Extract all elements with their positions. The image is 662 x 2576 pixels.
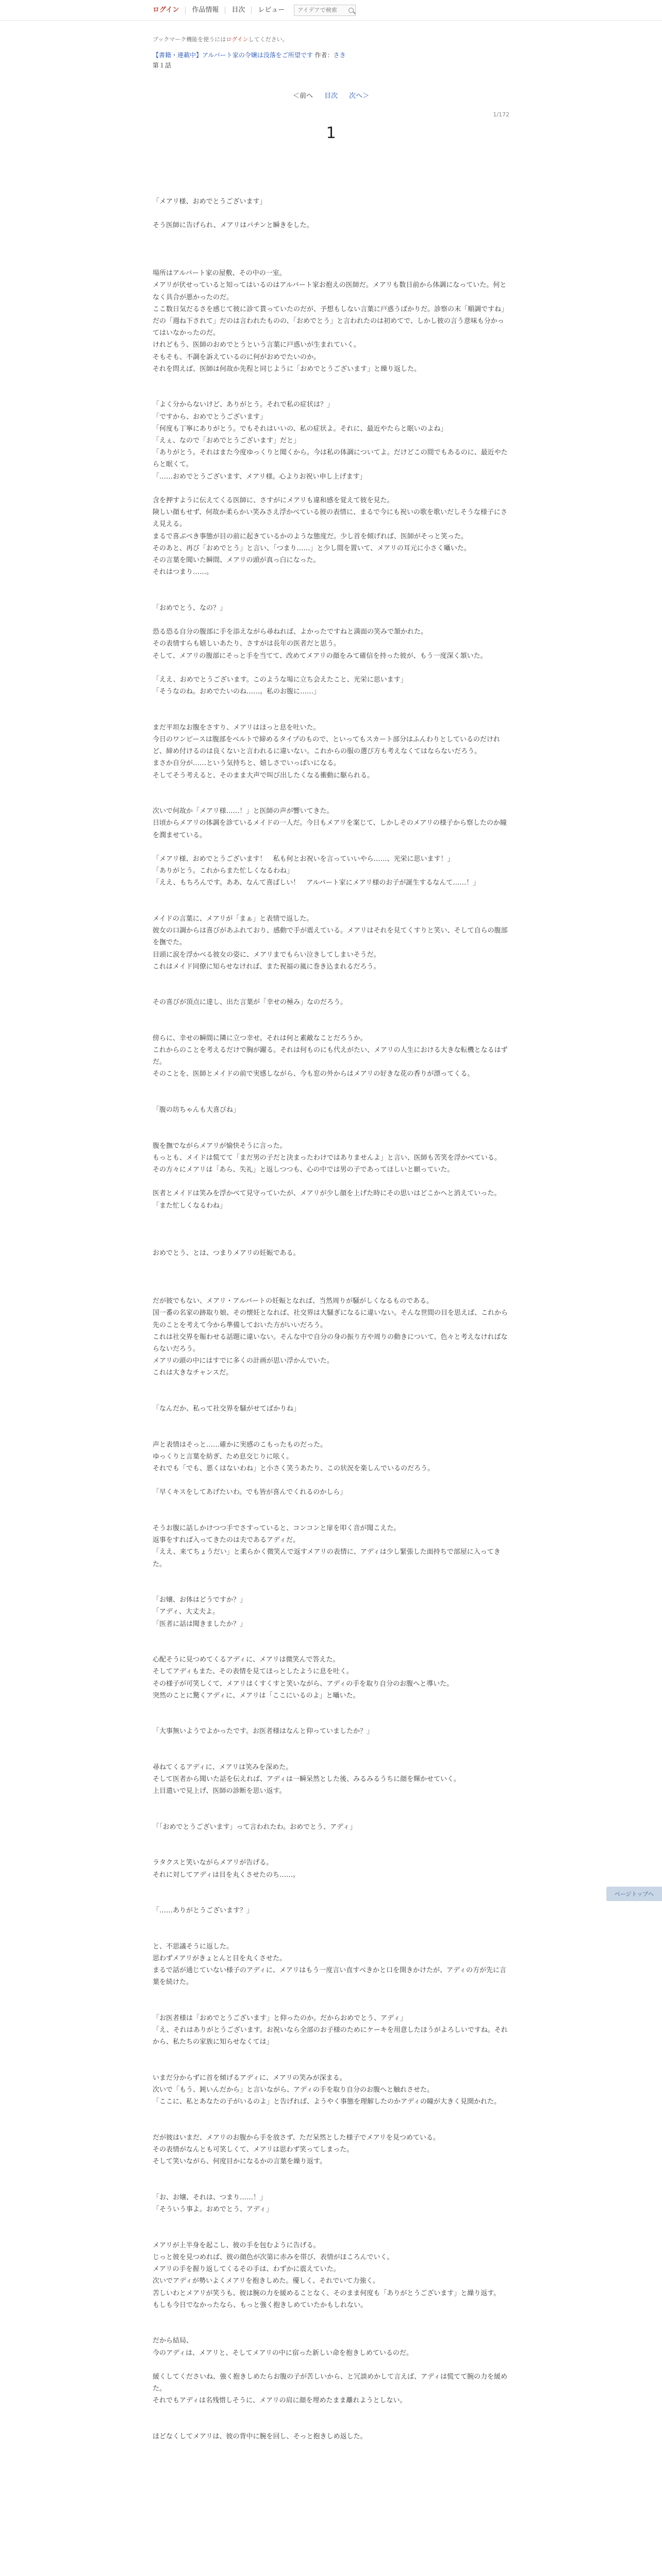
body-paragraph bbox=[153, 387, 509, 399]
body-paragraph bbox=[153, 698, 509, 709]
body-paragraph: そしてアディもまた、その表情を見てほっとしたように息を吐く。 bbox=[153, 1668, 353, 1676]
body-paragraph: まるで喜ぶべき事態が目の前に起きているかのような態度だ。少し首を傾げれば、医師がそっと笑った。 bbox=[153, 532, 468, 540]
body-paragraph bbox=[153, 2060, 509, 2072]
body-paragraph bbox=[153, 232, 509, 244]
body-paragraph: 「大事無いようでよかったです。お医者様はなんと仰っていましたか？」 bbox=[153, 1727, 373, 1736]
body-paragraph: 「ええ、来てちょうだい」と柔らかく微笑んで返すメアリの表情に、アディは少し緊張した面持ちで部屋に入ってきた。 bbox=[153, 1548, 501, 1568]
body-paragraph: 険しい顔もせず、何故か柔らかい笑みさえ浮かべている彼の表情に、まるで今にも祝いの歌を歌いだしそうな様子にさえ見える。 bbox=[153, 509, 507, 529]
body-paragraph bbox=[153, 1833, 509, 1845]
body-paragraph bbox=[153, 1260, 509, 1272]
body-paragraph: 場所はアルバート家の屋敷、その中の一室。 bbox=[153, 269, 286, 278]
body-paragraph: 緩くしてくださいね、強く抱きしめたらお腹の子が苦しいから、と冗談めかして言えば、アディは慌てて腕の力を緩めた。 bbox=[153, 2372, 507, 2393]
body-paragraph: そしてそう考えると、そのまま大声で叫び出したくなる衝動に駆られる。 bbox=[153, 771, 374, 779]
bookmark-note-prefix: ブックマーク機能を使うには bbox=[153, 36, 226, 43]
body-paragraph: その表情がなんとも可笑しくて、メアリは思わず笑ってしまった。 bbox=[153, 2146, 354, 2154]
body-paragraph: そのことを、医師とメイドの前で実感しながら、今も窓の外からはメアリの好きな花の香りが漂ってくる。 bbox=[153, 1070, 474, 1078]
body-paragraph bbox=[153, 1702, 509, 1714]
body-paragraph: 次いでアディが勢いよくメアリを抱きしめた。優しく、それでいて力強く。 bbox=[153, 2277, 379, 2285]
body-paragraph: 「お、お嬢、それは、つまり……！」 bbox=[153, 2193, 267, 2201]
body-paragraph: 「アディ、大丈夫よ。 bbox=[153, 1608, 219, 1616]
body-paragraph: ほどなくしてメアリは、彼の背中に腕を回し、そっと抱きしめ返した。 bbox=[153, 2432, 367, 2441]
body-paragraph: 声と表情はそっと……確かに実感のこもったものだった。 bbox=[153, 1440, 327, 1449]
index-link[interactable]: 目次 bbox=[324, 92, 338, 100]
body-paragraph: 「おめでとう、なの？」 bbox=[153, 604, 227, 612]
body-paragraph: メアリの頭の中にはすでに多くの計画が思い浮かんでいた。 bbox=[153, 1357, 334, 1365]
body-paragraph bbox=[153, 2108, 509, 2120]
body-paragraph: 「メアリ様、おめでとうございます！ 私も何とお祝いを言っていいやら……、光栄に思います！」 bbox=[153, 855, 454, 863]
body-paragraph: 「え、それはありがとうございます。お祝いなら全部のお子様のためにケーキを用意したほうがよろしいですね。それから、私たちの家族に知らせなくては」 bbox=[153, 2026, 508, 2046]
body-paragraph: まさか自分が……という気持ちと、嬉しさでいっぱいになる。 bbox=[153, 759, 341, 768]
body-paragraph: 思わずメアリがきょとんと目を丸くさせた。 bbox=[153, 1954, 286, 1962]
body-paragraph: それでも「でも、悪くはないわね」と小さく笑うあたり、この状況を楽しんでいるのだろう。 bbox=[153, 1464, 435, 1472]
nav-reviews[interactable]: レビュー bbox=[251, 7, 291, 14]
body-paragraph bbox=[153, 578, 509, 590]
body-paragraph: 「……おめでとうございます、メアリ様。心よりお祝い申し上げます」 bbox=[153, 472, 367, 481]
body-paragraph: それはつまり……。 bbox=[153, 568, 213, 577]
body-paragraph bbox=[153, 662, 509, 674]
body-paragraph: 医者とメイドは笑みを浮かべて見守っていたが、メアリが少し顔を上げた時にその思いはどこかへと消えていった。 bbox=[153, 1190, 501, 1198]
page-top-button[interactable]: ページトップへ bbox=[606, 1887, 662, 1901]
body-paragraph: 今のアディは、メアリと、そしてメアリの中に宿った新しい命を抱きしめているのだ。 bbox=[153, 2349, 413, 2357]
body-paragraph: そうお腹に話しかけつつ手でさすっていると、コンコンと扉を叩く音が聞こえた。 bbox=[153, 1524, 401, 1532]
body-paragraph: ラタクスと笑いながらメアリが告げる。 bbox=[153, 1859, 273, 1867]
body-paragraph bbox=[153, 1750, 509, 1761]
body-paragraph: ここ数日気だるさを感じて彼に診て貰っていたのだが、予想もしない言葉に戸惑うばかりだ。診察の末「順調ですね」だの「週ね下されて」だのは言われたものの、「おめでとう」と言われたのは初めてで、しかし彼の言う意味も分かってはいなかったのだ。 bbox=[153, 305, 508, 337]
body-paragraph: 彼女の口調からは喜びがあふれており、感動で手が震えている。メアリはそれを見てくすりと笑い、そして自らの腹部を撫でた。 bbox=[153, 927, 508, 947]
body-paragraph: 日頃からメアリの体調を診ているメイドの一人だ。今日もメアリを案じて、しかしそのメアリの様子から察したのか瞳を潤ませている。 bbox=[153, 819, 507, 839]
body-paragraph: 今日のワンピースは腹部をベルトで締めるタイプのもので、といってもスカート部分はふんわりとしているのだけれど、締め付けるのは良くないと言われるに違いない。これからの服の選び方も考えなくてはならないだろう。 bbox=[153, 735, 500, 756]
body-paragraph bbox=[153, 1893, 509, 1905]
page-count: 1/172 bbox=[493, 111, 509, 118]
body-paragraph: 次いで何故か「メアリ様……！」と医師の声が響いてきた。 bbox=[153, 807, 334, 816]
body-paragraph bbox=[153, 1475, 509, 1486]
body-paragraph bbox=[153, 1511, 509, 1522]
body-paragraph: 「腹の坊ちゃんも大喜びね」 bbox=[153, 1106, 240, 1114]
body-paragraph: 「そうなのね。おめでたいのね……。私のお腹に……」 bbox=[153, 688, 321, 696]
body-paragraph: じっと彼を見つめれば、彼の顔色が次第に赤みを帯び、表情がほころんでいく。 bbox=[153, 2253, 394, 2261]
body-paragraph: 「ありがとう。これからまた忙しくなるわね」 bbox=[153, 867, 294, 875]
body-paragraph bbox=[153, 1570, 509, 1582]
body-paragraph bbox=[153, 1080, 509, 1092]
body-paragraph bbox=[153, 1845, 509, 1857]
login-link[interactable]: ログイン bbox=[153, 6, 179, 14]
body-paragraph: 返事をすれば入ってきたのは夫であるアディだ。 bbox=[153, 1536, 300, 1545]
body-paragraph: そのあと、再び「おめでとう」と言い、「つまり……」と少し間を置いて、メアリの耳元に小さく囁いた。 bbox=[153, 544, 471, 552]
body-paragraph: もっとも、メイドは慌てて「まだ男の子だと決まったわけではありませんよ」と言い、医師も苦笑を浮かべている。 bbox=[153, 1154, 501, 1162]
author-label: 作者： bbox=[315, 52, 334, 59]
body-paragraph bbox=[153, 1917, 509, 1928]
bookmark-note bbox=[153, 35, 509, 43]
body-paragraph bbox=[153, 793, 509, 805]
body-paragraph bbox=[153, 1176, 509, 1188]
body-paragraph bbox=[153, 2228, 509, 2240]
body-paragraph: 「ええ、おめでとうございます。このような場に立ち会えたこと、光栄に思います」 bbox=[153, 675, 407, 684]
body-paragraph: 「ですから、おめでとうございます」 bbox=[153, 413, 267, 421]
nav-work-info[interactable]: 作品情報 bbox=[185, 7, 225, 14]
body-paragraph bbox=[153, 1630, 509, 1642]
body-paragraph bbox=[153, 1391, 509, 1403]
body-paragraph bbox=[153, 590, 509, 602]
body-paragraph: 苦しいわとメアリが笑うも、彼は腕の力を緩めることなく、そのまま何度も「ありがとうございます」と繰り返す。 bbox=[153, 2289, 501, 2297]
bookmark-login-link[interactable]: ログイン bbox=[226, 36, 249, 43]
body-paragraph bbox=[153, 1642, 509, 1654]
body-paragraph: 「お医者様は「おめでとうございます」と仰ったのか。だからおめでとう、アディ」 bbox=[153, 2014, 407, 2022]
body-paragraph bbox=[153, 2311, 509, 2323]
body-paragraph: 「お嬢、お体はどうですか？」 bbox=[153, 1596, 247, 1604]
body-paragraph: 次いで「もう、鈍いんだから」と言いながら、アディの手を取り自分のお腹へと触れさせた。 bbox=[153, 2086, 434, 2094]
body-paragraph: 「医者に話は聞きましたか？」 bbox=[153, 1620, 247, 1628]
body-paragraph: その表情すらも嬉しいあたり、さすがは長年の医者だと思う。 bbox=[153, 640, 341, 648]
body-paragraph: それに対してアディは目を丸くさせたのち……。 bbox=[153, 1871, 300, 1879]
body-paragraph: けれどもう、医師のおめでとうという言葉に戸惑いが生まれていく。 bbox=[153, 341, 360, 349]
body-paragraph: それでもアディは名残惜しそうに、メアリの肩に顔を埋めたまま離れようとしない。 bbox=[153, 2397, 407, 2405]
body-paragraph: いまだ分からずに首を傾げるアディに、メアリの笑みが深まる。 bbox=[153, 2074, 346, 2082]
body-paragraph: 恐る恐る自分の腹部に手を添えながら尋ねれば、よかったですねと満面の笑みで頷かれた。 bbox=[153, 628, 428, 636]
body-paragraph: メアリが伏せっていると知ってはいるのはアルバート家お抱えの医師だ。メアリも数日前から体調になっていた。何となく具合が悪かったのだ。 bbox=[153, 281, 507, 301]
body-paragraph bbox=[153, 1116, 509, 1128]
body-paragraph bbox=[153, 901, 509, 913]
body-paragraph: これは社交界を賑わせる話題に違いない。そんな中で自分の身の振り方や周りの動きについて、色々と考えなければならないだろう。 bbox=[153, 1333, 508, 1353]
body-paragraph bbox=[153, 483, 509, 495]
body-paragraph: そして、メアリの腹部にそっと手を当てて、改めてメアリの顔をみて確信を持った彼が、もう一度深く頷いた。 bbox=[153, 652, 487, 660]
body-paragraph bbox=[153, 782, 509, 793]
body-paragraph: これからのことを考えるだけで胸が躍る。それは何ものにも代えがたい、メアリの人生における大きな転機となるはずだ。 bbox=[153, 1046, 508, 1066]
body-paragraph: 「ありがとう。それはまた今度ゆっくりと聞くから。今は私の体調についてよ。だけどこの間でもあるのに、最近やたらと眠くて。 bbox=[153, 449, 508, 469]
body-paragraph: メイドの言葉に、メアリが「まぁ」と表情で返した。 bbox=[153, 914, 313, 923]
body-paragraph bbox=[153, 1809, 509, 1821]
body-paragraph: 「ええ、もちろんです。ああ、なんて喜ばしい！ アルバート家にメアリ様のお子が誕生するなんて……！」 bbox=[153, 879, 480, 887]
body-paragraph: と、不思議そうに返した。 bbox=[153, 1942, 234, 1951]
body-paragraph: それを問えば、医師は何故か先程と同じように「おめでとうございます」と繰り返した。 bbox=[153, 365, 421, 373]
body-paragraph: 心配そうに見つめてくるアディに、メアリは微笑んで答えた。 bbox=[153, 1656, 340, 1664]
chapter-label: 第１話 bbox=[153, 62, 172, 69]
body-paragraph bbox=[153, 1272, 509, 1283]
body-paragraph: そう医師に告げられ、メアリはパチンと瞬きをした。 bbox=[153, 222, 313, 230]
body-paragraph bbox=[153, 1499, 509, 1511]
body-paragraph: 目頭に涙を浮かべる彼女の姿に、メアリまでもらい泣きしてしまいそうだ。 bbox=[153, 951, 380, 959]
body-paragraph bbox=[153, 1224, 509, 1235]
body-paragraph bbox=[153, 1415, 509, 1427]
body-paragraph bbox=[153, 2048, 509, 2060]
body-paragraph: メアリが上半身を起こし、彼の手を包むように告げる。 bbox=[153, 2241, 320, 2249]
body-paragraph: 腹を撫でながらメアリが愉快そうに言った。 bbox=[153, 1142, 287, 1150]
body-paragraph bbox=[153, 244, 509, 256]
body-paragraph: ゆっくりと言葉を紡ぎ、ため息交じりに呟く。 bbox=[153, 1452, 293, 1461]
body-paragraph: だから結局、 bbox=[153, 2337, 193, 2345]
body-paragraph bbox=[153, 889, 509, 901]
body-paragraph bbox=[153, 2180, 509, 2192]
body-paragraph: まだ平坦なお腹をさすり、メアリはほっと息を吐いた。 bbox=[153, 723, 320, 732]
chapter-number: 1 bbox=[326, 124, 336, 142]
body-paragraph bbox=[153, 2323, 509, 2335]
body-paragraph: これは大きなチャンスだ。 bbox=[153, 1369, 233, 1377]
bookmark-note-suffix: してください。 bbox=[248, 36, 288, 43]
body-paragraph bbox=[153, 1929, 509, 1941]
body-paragraph: これはメイド同僚に知らせなければ、また祝福の嵐に巻き込まれるだろう。 bbox=[153, 962, 380, 971]
author-link[interactable]: さき bbox=[333, 52, 346, 59]
body-paragraph: おめでとう、とは、つまりメアリの妊娠である。 bbox=[153, 1249, 300, 1258]
body-paragraph: 尋ねてくるアディに、メアリは笑みを深めた。 bbox=[153, 1763, 293, 1771]
search-input[interactable] bbox=[297, 7, 346, 13]
body-paragraph bbox=[153, 2001, 509, 2012]
body-paragraph bbox=[153, 1009, 509, 1021]
search-box bbox=[294, 5, 356, 16]
body-paragraph bbox=[153, 710, 509, 722]
body-paragraph bbox=[153, 841, 509, 853]
body-paragraph bbox=[153, 2168, 509, 2180]
body-paragraph bbox=[153, 208, 509, 219]
body-paragraph: 「なんだか、私って社交界を騒がせてばかりね」 bbox=[153, 1404, 301, 1413]
body-paragraph: 国一番の名家の跡取り娘、その懐妊となれば、社交界は大騒ぎになるに違いない。そんな世間の目を思えば、これから先のことを考えて今から準備しておいた方がいいだろう。 bbox=[153, 1309, 508, 1329]
body-paragraph bbox=[153, 1235, 509, 1247]
body-paragraph: 含を押すように伝えてくる医師に、さすがにメアリも違和感を覚えて彼を見た。 bbox=[153, 496, 394, 504]
body-paragraph: 「よく分からないけど、ありがとう。それで私の症状は？」 bbox=[153, 401, 334, 409]
body-paragraph: 「……ありがとうございます？」 bbox=[153, 1907, 254, 1915]
body-paragraph bbox=[153, 375, 509, 387]
body-paragraph bbox=[153, 1989, 509, 2001]
body-paragraph bbox=[153, 1212, 509, 1224]
body-paragraph: 「早くキスをしてあげたいわ。でも皆が喜んでくれるのかしら」 bbox=[153, 1488, 347, 1497]
body-paragraph: 「「おめでとうございます」って言われたわ。おめでとう、アディ」 bbox=[153, 1823, 356, 1831]
body-paragraph bbox=[153, 2407, 509, 2419]
body-paragraph bbox=[153, 256, 509, 267]
body-paragraph: その様子が可笑しくて、メアリはくすくすと笑いながら、アディの手を取り自分のお腹へと導いた。 bbox=[153, 1680, 454, 1688]
body-paragraph: だが彼でもない、メアリ・アルバートの妊娠となれば、当然周りが騒がしくなるものである。 bbox=[153, 1297, 434, 1306]
body-paragraph: その喜びが頂点に達し、出た言葉が「幸せの極み」なのだろう。 bbox=[153, 998, 347, 1007]
series-bracket-link[interactable]: 【書籍・連載中】 bbox=[153, 52, 203, 59]
body-paragraph: その方々にメアリは「あら、失礼」と返しつつも、心の中では男の子であってほしいと願っていた。 bbox=[153, 1166, 454, 1174]
body-paragraph bbox=[153, 1427, 509, 1438]
body-paragraph: メアリの手を握り返してくるその手は、わずかに震えていた。 bbox=[153, 2265, 340, 2274]
body-paragraph: その言葉を聞いた瞬間、メアリの頭が真っ白になった。 bbox=[153, 556, 320, 564]
body-paragraph: 「そういう事よ。おめでとう、アディ」 bbox=[153, 2206, 273, 2214]
top-nav-bar bbox=[0, 0, 662, 21]
body-paragraph bbox=[153, 1021, 509, 1032]
body-paragraph: そして医者から聞いた話を伝えれば、アディは一瞬呆然とした後、みるみるうちに顔を輝かせていく。 bbox=[153, 1775, 460, 1784]
body-paragraph bbox=[153, 1092, 509, 1104]
novel-container bbox=[153, 35, 509, 2443]
body-paragraph bbox=[153, 1714, 509, 1725]
novel-body bbox=[153, 196, 509, 2443]
body-paragraph: 「メアリ様、おめでとうございます」 bbox=[153, 198, 267, 206]
body-paragraph: そもそも、不調を訴えているのに何がおめでたいのか。 bbox=[153, 353, 321, 361]
body-paragraph bbox=[153, 2215, 509, 2227]
body-paragraph bbox=[153, 1283, 509, 1295]
body-paragraph bbox=[153, 1881, 509, 1893]
body-paragraph bbox=[153, 2120, 509, 2132]
body-paragraph: 上目遣いで見上げ、医師の診断を思い返す。 bbox=[153, 1787, 286, 1795]
body-paragraph bbox=[153, 1797, 509, 1809]
body-paragraph: そして笑いながら、何度目かになるかの言葉を繰り返す。 bbox=[153, 2158, 326, 2166]
body-paragraph bbox=[153, 985, 509, 996]
body-paragraph: だが彼はいまだ、メアリのお腹から手を放さず、ただ呆然とした様子でメアリを見つめている。 bbox=[153, 2133, 440, 2142]
body-paragraph: 突然のことに驚くアディに、メアリは「ここにいるのよ」と囁いた。 bbox=[153, 1691, 360, 1700]
body-paragraph: 「何度も丁寧にありがとう。でもそれはいいの、私の症状よ。それに、最近やたらと眠いのよね」 bbox=[153, 425, 448, 433]
body-paragraph: 「また忙しくなるわね」 bbox=[153, 1201, 227, 1210]
prev-chapter-link[interactable]: ＜前へ bbox=[292, 92, 313, 100]
body-paragraph bbox=[153, 1379, 509, 1391]
chapter-pager bbox=[153, 90, 509, 100]
body-paragraph bbox=[153, 2359, 509, 2371]
search-icon[interactable] bbox=[349, 8, 354, 13]
body-paragraph bbox=[153, 1737, 509, 1749]
nav-table-of-contents[interactable]: 目次 bbox=[225, 7, 251, 14]
next-chapter-link[interactable]: 次へ＞ bbox=[349, 92, 370, 100]
body-paragraph: 「ここに、私とあなたの子がいるのよ」と告げれば、ようやく事態を理解したのかアディの瞳が大きく見開かれた。 bbox=[153, 2098, 501, 2106]
body-paragraph bbox=[153, 614, 509, 626]
body-paragraph bbox=[153, 973, 509, 985]
series-title-line bbox=[153, 50, 509, 59]
body-paragraph: もしも今日でなかったなら、もっと強く抱きしめていたかもしれない。 bbox=[153, 2301, 368, 2309]
body-paragraph: 「えぇ、なので「おめでとうございます」だと」 bbox=[153, 436, 301, 445]
body-paragraph bbox=[153, 1128, 509, 1140]
series-title-link[interactable]: アルバート家の令嬢は没落をご所望です bbox=[202, 52, 313, 59]
body-paragraph bbox=[153, 1582, 509, 1594]
body-paragraph: まるで話が通じていない様子のアディに、メアリはもう一度言い直すべきかと口を開きかけたが、アディの方が先に言葉を続けた。 bbox=[153, 1967, 507, 1987]
body-paragraph bbox=[153, 2419, 509, 2431]
body-paragraph: 傍らに、幸せの瞬間に隣に立つ幸せ。それは何と素敵なことだろうか。 bbox=[153, 1034, 367, 1042]
